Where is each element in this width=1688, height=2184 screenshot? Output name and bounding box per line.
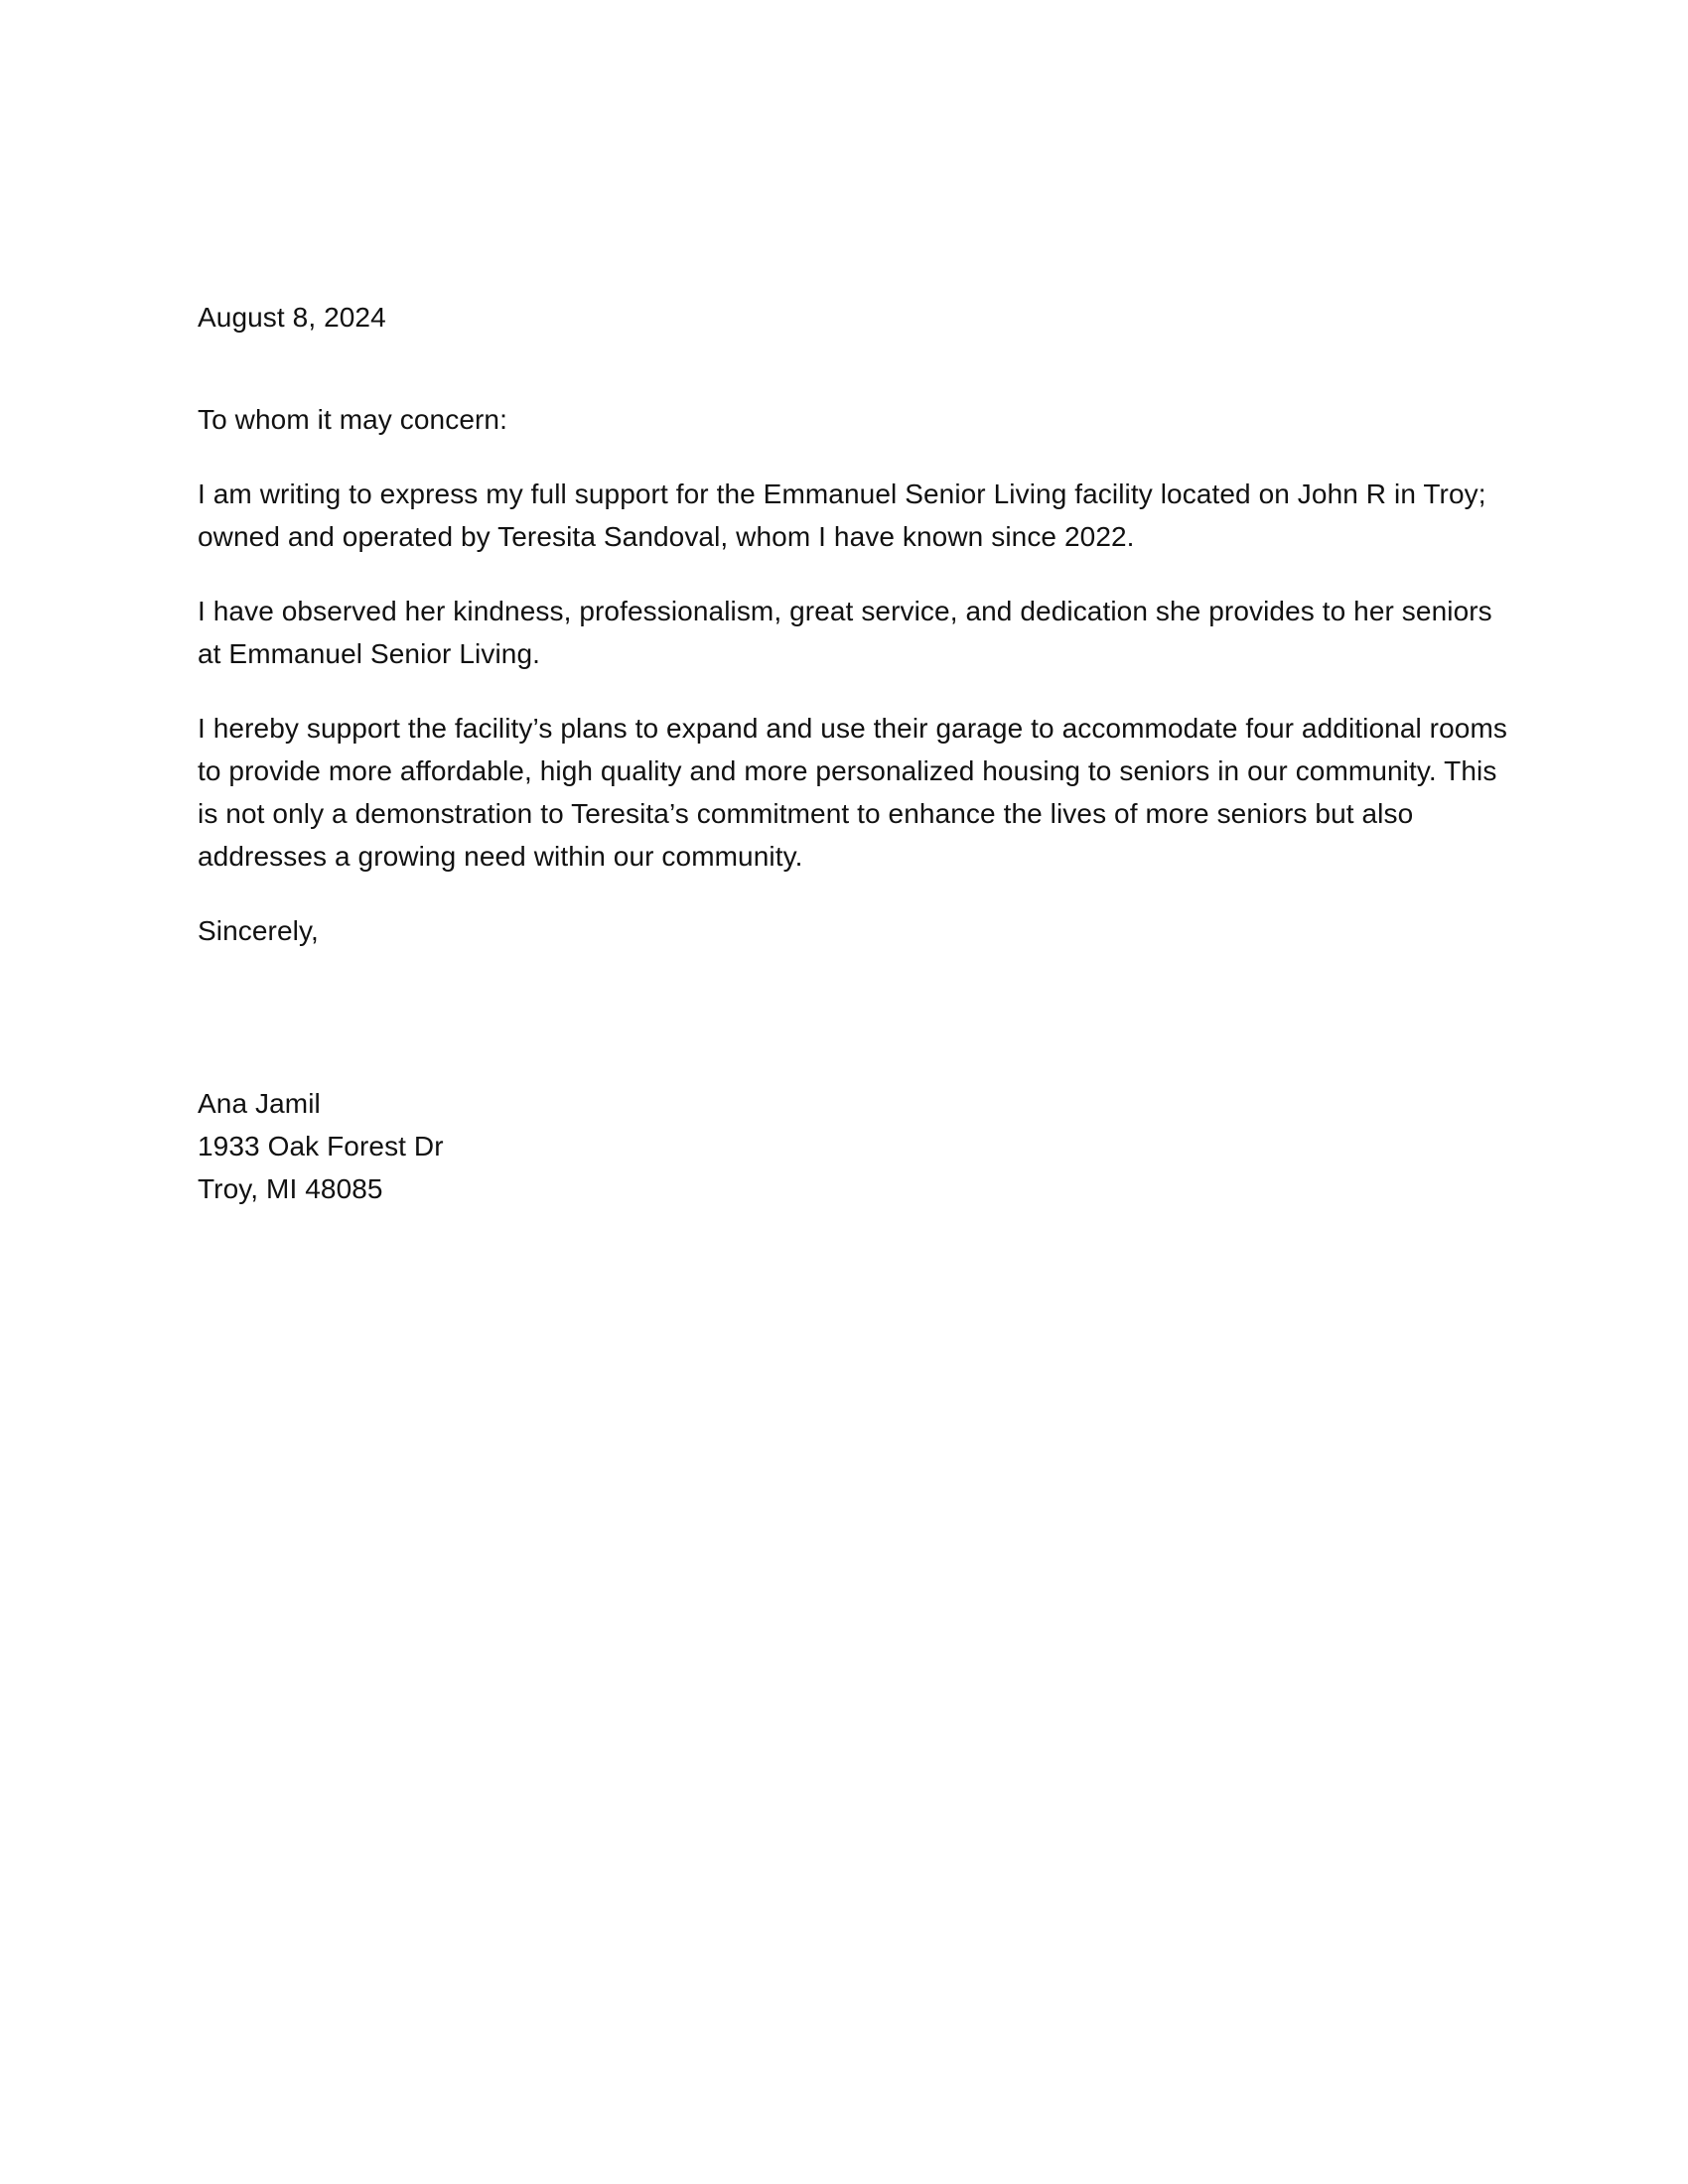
signature-block xyxy=(198,1082,1508,1210)
signer-name: Ana Jamil xyxy=(198,1088,321,1119)
signer-address-line1: 1933 Oak Forest Dr xyxy=(198,1131,444,1161)
letter-date: August 8, 2024 xyxy=(198,302,386,333)
signer-address-line2: Troy, MI 48085 xyxy=(198,1173,383,1204)
paragraph-observation: I have observed her kindness, professionalism, great service, and dedication she provides to her seniors at Emmanuel Senior Living. xyxy=(198,596,1492,669)
paragraph-support: I am writing to express my full support for the Emmanuel Senior Living facility located on John R in Troy; owned and operated by Teresita Sandoval, whom I have known since 2022. xyxy=(198,478,1486,552)
letter-closing: Sincerely, xyxy=(198,915,319,946)
letter-salutation: To whom it may concern: xyxy=(198,404,507,435)
letter-body xyxy=(198,296,1508,1210)
paragraph-expansion: I hereby support the facility’s plans to expand and use their garage to accommodate four additional rooms to provide more affordable, high quality and more personalized housing to seniors in our community. This is not only a demonstration to Teresita’s commitment to enhance the lives of more seniors but also addresses a growing need within our community. xyxy=(198,713,1507,872)
